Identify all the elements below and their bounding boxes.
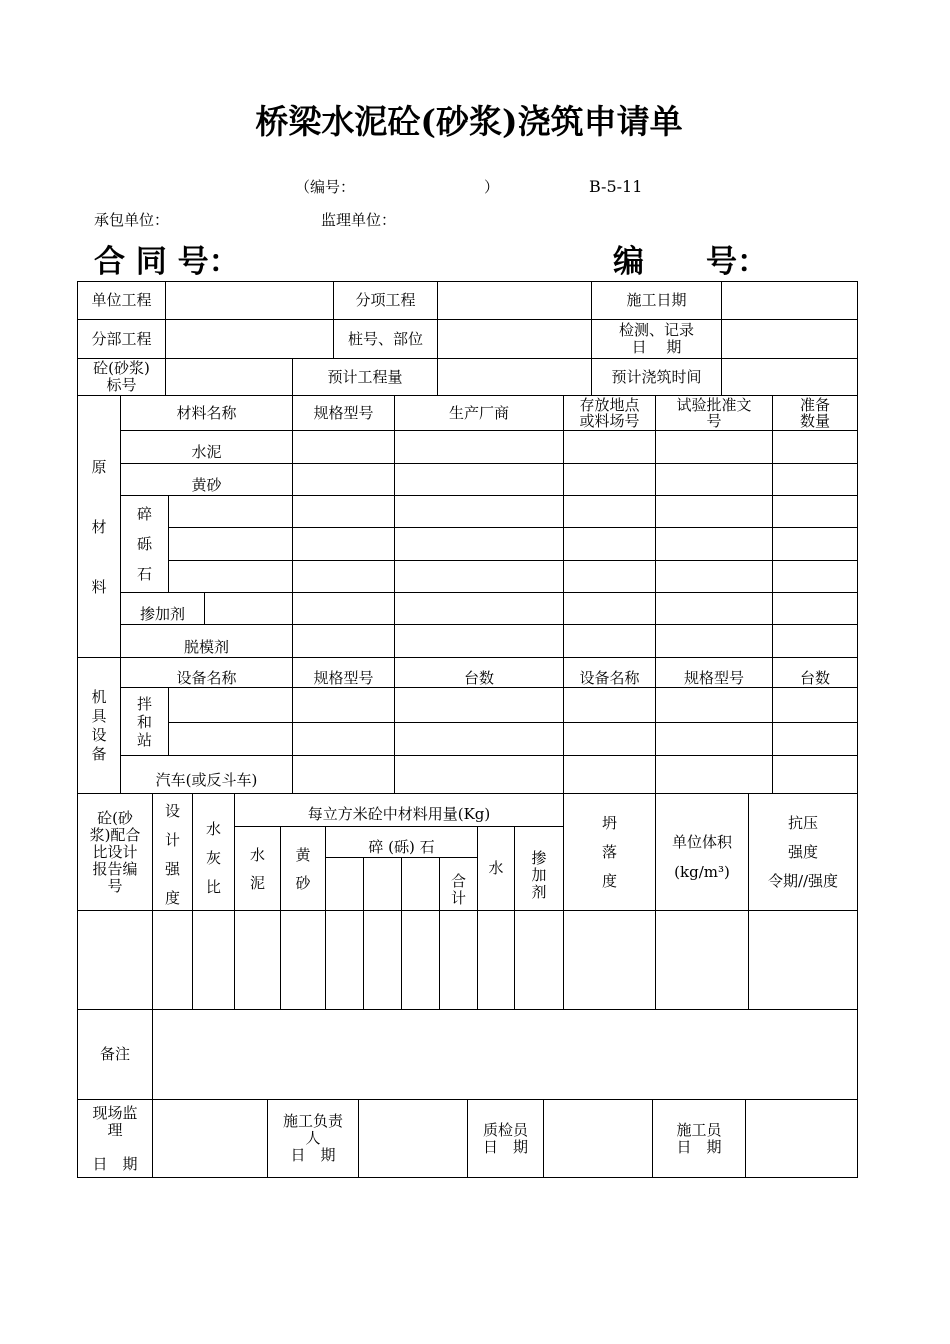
- mix-total-header: 合 计: [450, 872, 466, 907]
- material-gravel: 碎 砾 石: [136, 505, 152, 583]
- mix-admixture-header: 掺 加 剂: [531, 848, 547, 901]
- prepared-quantity-header: 准备 数量: [799, 396, 830, 430]
- material-spec-header: 规格型号: [313, 403, 374, 422]
- unit-project-label: 单位工程: [91, 291, 152, 309]
- material-admixture: 掺加剂: [139, 604, 185, 623]
- grade-label: 砼(砂浆) 标号: [93, 359, 150, 394]
- supervisor-label: 监理单位：: [321, 211, 397, 229]
- sub-item-label: 分项工程: [355, 291, 416, 309]
- mix-sand-header: 黄 砂: [295, 845, 311, 892]
- equipment-count-header-2: 台数: [799, 668, 830, 687]
- mix-report-number-header: 砼(砂 浆)配合 比设计 报告编 号: [89, 808, 141, 895]
- truck-label: 汽车(或反斗车): [155, 770, 258, 789]
- serial-number-label: 编 号：: [613, 244, 768, 280]
- equipment-count-header-1: 台数: [463, 668, 494, 687]
- material-cement: 水泥: [191, 442, 222, 461]
- test-approval-header: 试验批准文 号: [676, 396, 752, 430]
- constructor-sign-field[interactable]: [746, 1100, 857, 1177]
- remarks-label: 备注: [99, 1045, 130, 1063]
- mix-gravel-header: 碎 (砾) 石: [368, 837, 435, 856]
- division-project-label: 分部工程: [91, 329, 152, 348]
- equipment-section-label: 机 具 设 备: [91, 687, 107, 763]
- equipment-name-header-2: 设备名称: [579, 668, 640, 687]
- test-record-date-label: 检测、记录 日 期: [618, 321, 694, 356]
- per-cubic-material-header: 每立方米砼中材料用量(Kg): [307, 804, 491, 823]
- constructor-label: 施工员 日 期: [676, 1120, 722, 1156]
- manufacturer-header: 生产厂商: [448, 403, 509, 422]
- compressive-strength-header: 抗压 强度 令期//强度: [767, 813, 839, 890]
- material-name-header: 材料名称: [176, 403, 237, 422]
- storage-location-header: 存放地点 或料场号: [579, 396, 640, 430]
- planned-quantity-label: 预计工程量: [327, 367, 403, 386]
- construction-lead-label: 施工负责 人 日 期: [282, 1111, 343, 1164]
- site-supervisor-sign-field[interactable]: [153, 1100, 267, 1177]
- planned-pour-time-label: 预计浇筑时间: [611, 367, 702, 386]
- unit-weight-header: 单位体积: [671, 832, 732, 851]
- mix-water-header: 水: [488, 859, 504, 877]
- equipment-spec-header-2: 规格型号: [683, 668, 744, 687]
- form-number-close: ）: [484, 178, 500, 196]
- page-title: 桥梁水泥砼(砂浆)浇筑申请单: [255, 102, 683, 141]
- construction-date-label: 施工日期: [626, 291, 687, 309]
- sub-item-value[interactable]: [438, 282, 591, 319]
- quality-inspector-label: 质检员 日 期: [482, 1120, 528, 1156]
- materials-section-label: 原 材 料: [91, 457, 107, 596]
- form-number-label: （编号：: [295, 178, 356, 196]
- unit-project-value[interactable]: [166, 282, 333, 319]
- quality-inspector-sign-field[interactable]: [544, 1100, 652, 1177]
- water-cement-ratio-header: 水 灰 比: [205, 819, 221, 896]
- design-strength-header: 设 计 强 度: [164, 801, 180, 907]
- construction-date-value[interactable]: [722, 282, 857, 319]
- mix-cement-header: 水 泥: [249, 845, 265, 892]
- slump-header: 坍 落 度: [601, 813, 617, 890]
- unit-weight-unit: (kg/m³): [674, 862, 730, 881]
- mixing-station-label: 拌 和 站: [136, 694, 152, 749]
- site-supervisor-label: 现场监 理 日 期: [92, 1103, 138, 1173]
- material-sand: 黄砂: [191, 475, 222, 494]
- equipment-spec-header-1: 规格型号: [313, 668, 374, 687]
- contractor-label: 承包单位：: [94, 211, 170, 229]
- pile-location-label: 桩号、部位: [347, 329, 423, 348]
- contract-number-label: 合 同 号：: [94, 244, 240, 280]
- form-code: B-5-11: [589, 177, 643, 196]
- construction-lead-sign-field[interactable]: [359, 1100, 467, 1177]
- remarks-field[interactable]: [153, 1010, 857, 1099]
- equipment-name-header-1: 设备名称: [176, 668, 237, 687]
- material-release-agent: 脱模剂: [183, 637, 229, 656]
